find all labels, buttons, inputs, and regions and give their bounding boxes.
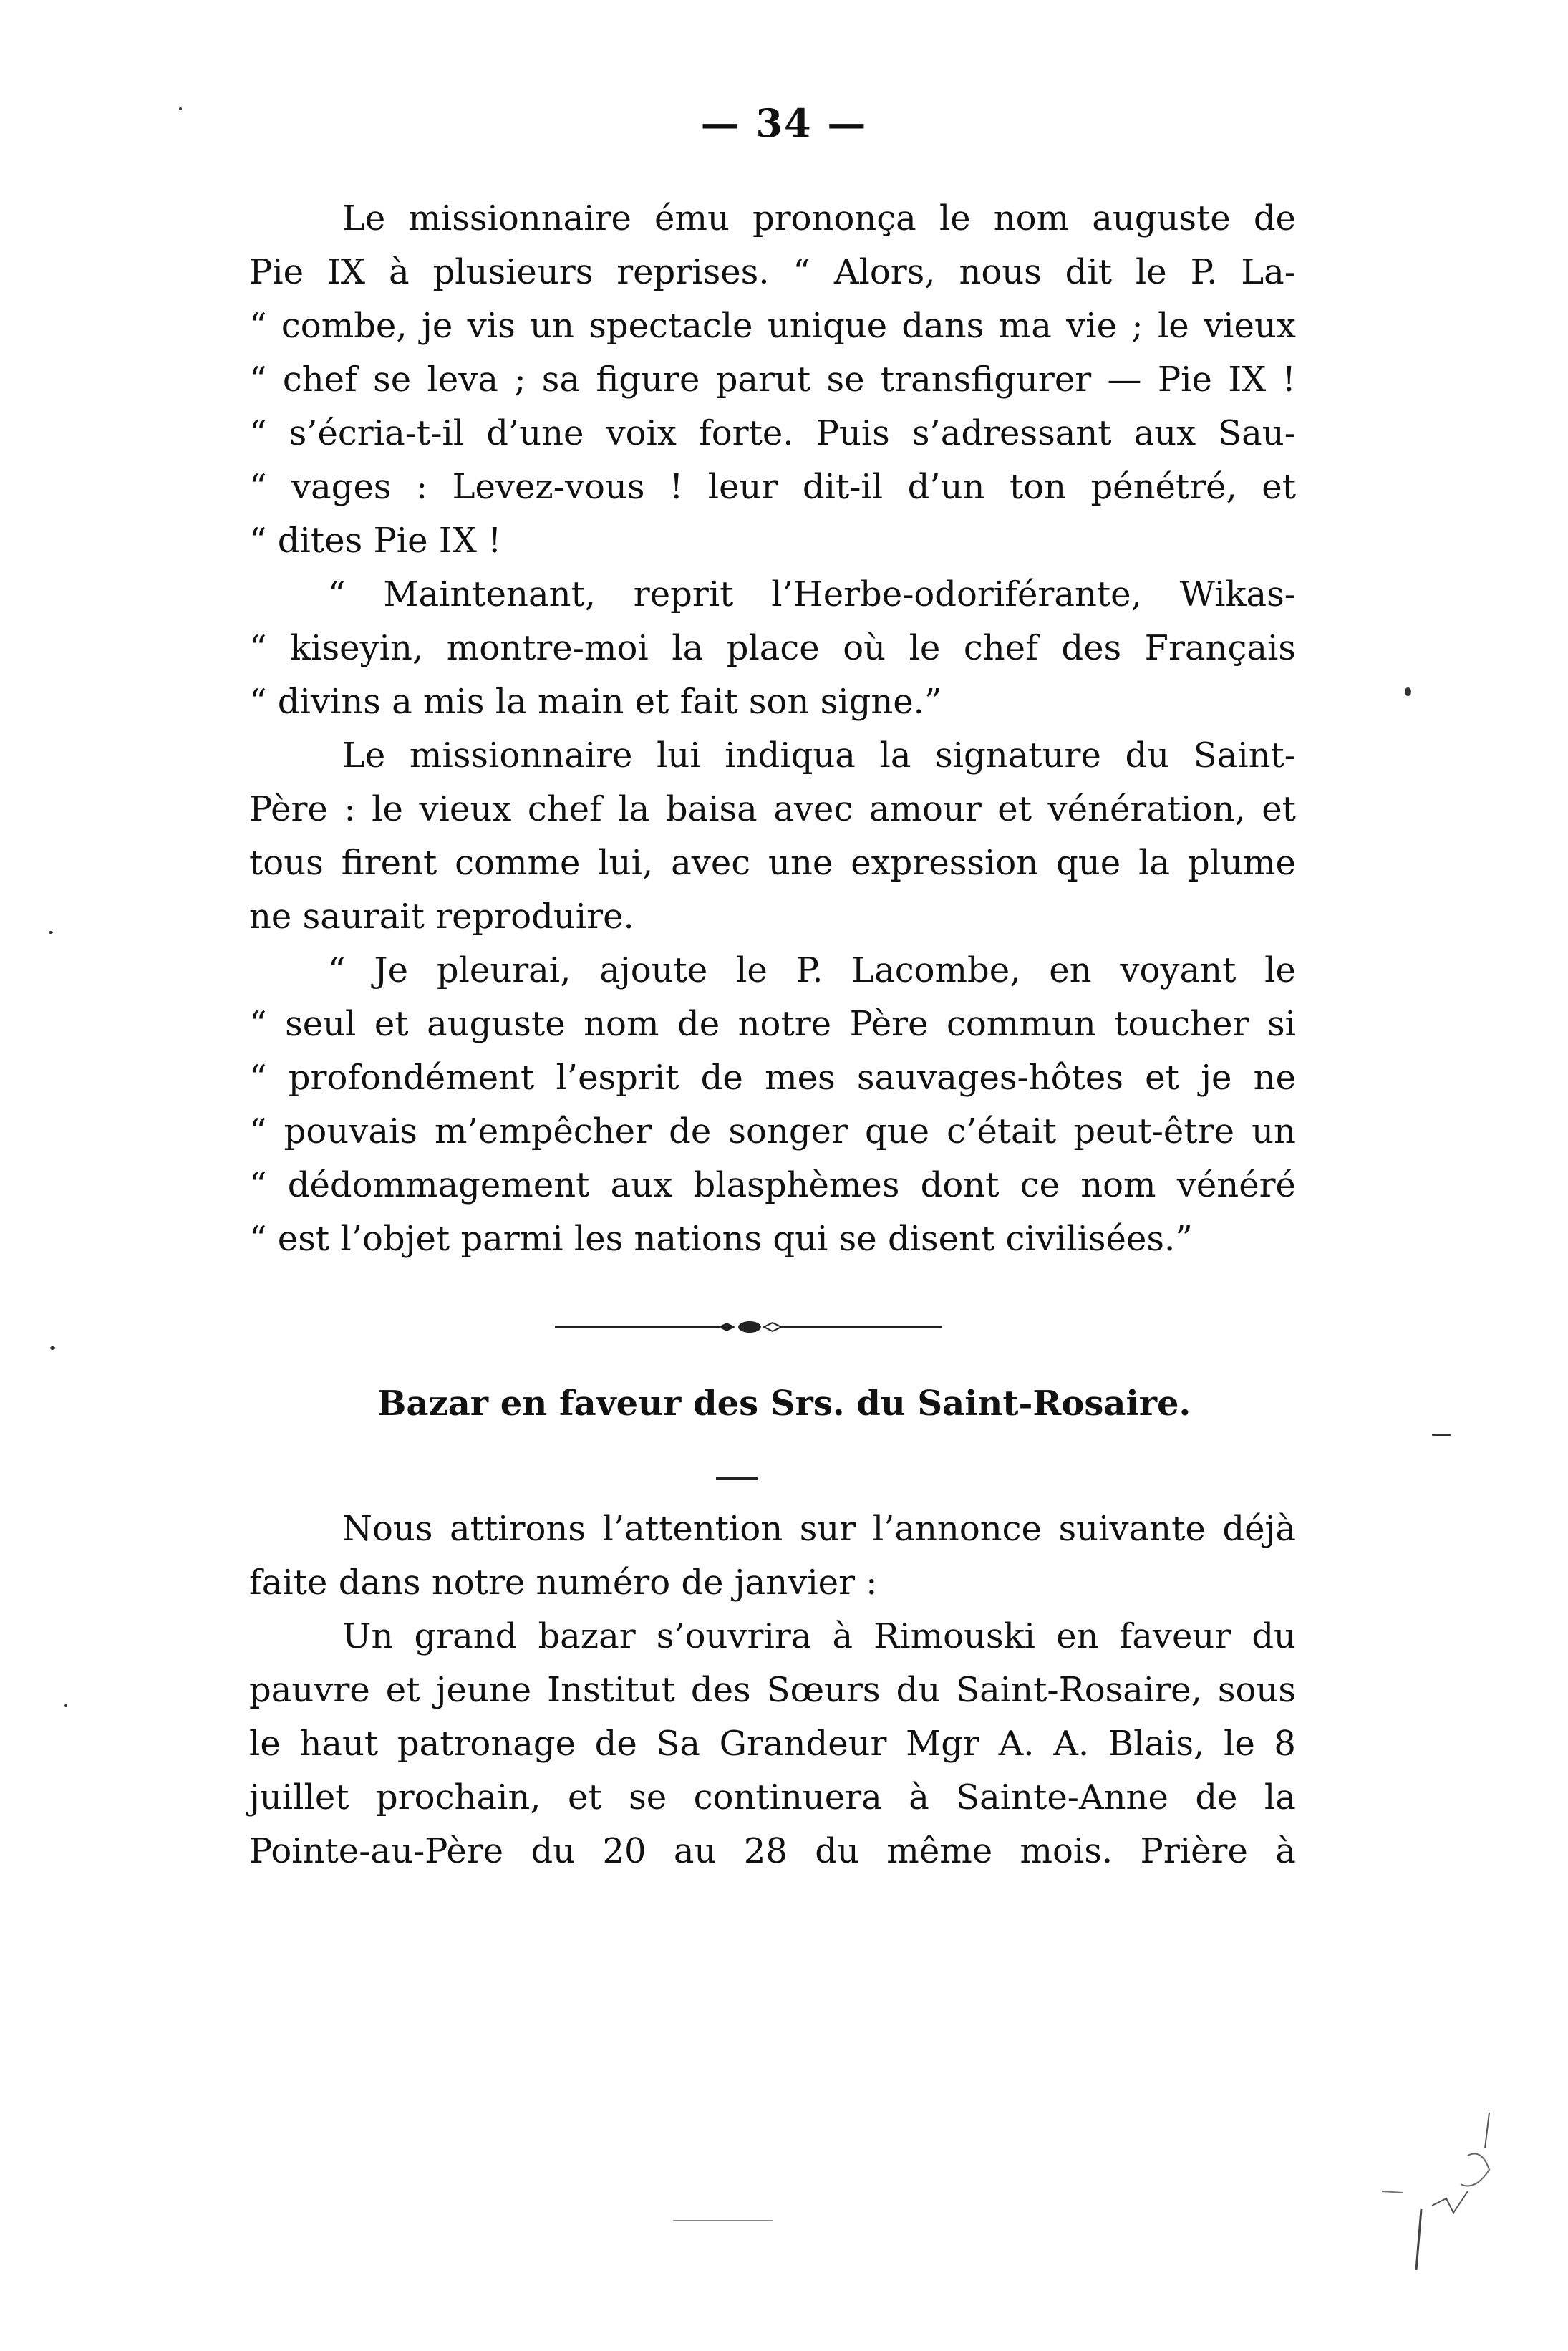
text-line: le haut patronage de Sa Grandeur Mgr A. A. Blais, le 8 <box>249 1724 1296 1764</box>
text-line: “ profondément l’esprit de mes sauvages-hôtes et je ne <box>249 1058 1296 1098</box>
scan-speck <box>50 1346 55 1350</box>
narrative-paragraphs <box>249 192 1296 1266</box>
margin-pencil-marks <box>1382 2105 1525 2277</box>
text-line: ne saurait reproduire. <box>249 897 634 937</box>
text-line: “ kiseyin, montre-moi la place où le chef des Français <box>249 628 1296 668</box>
scan-speck <box>64 1704 67 1707</box>
text-line: “ divins a mis la main et fait son signe.” <box>249 682 942 722</box>
text-line: faite dans notre numéro de janvier : <box>249 1563 878 1603</box>
scan-speck <box>179 107 182 110</box>
scan-speck <box>1432 1434 1451 1436</box>
text-line: “ s’écria-t-il d’une voix forte. Puis s’adressant aux Sau- <box>249 413 1296 453</box>
text-line: “ chef se leva ; sa figure parut se transfigurer — Pie IX ! <box>249 359 1296 400</box>
text-line: Nous attirons l’attention sur l’annonce suivante déjà <box>342 1509 1296 1549</box>
scan-speck <box>1405 687 1411 696</box>
scan-speck <box>49 931 53 934</box>
section-divider-ornament <box>555 1316 942 1338</box>
text-line: Pointe-au-Père du 20 au 28 du même mois. Prière à <box>249 1831 1296 1871</box>
text-line: “ Maintenant, reprit l’Herbe-odoriférante, Wikas- <box>328 574 1296 614</box>
section-heading: Bazar en faveur des Srs. du Saint-Rosaire. <box>377 1384 1191 1424</box>
text-line: “ vages : Levez-vous ! leur dit-il d’un ton pénétré, et <box>249 467 1296 507</box>
announcement-paragraphs <box>249 1502 1296 1878</box>
text-line: Pie IX à plusieurs reprises. “ Alors, nous dit le P. La- <box>249 252 1296 292</box>
text-line: “ combe, je vis un spectacle unique dans ma vie ; le vieux <box>249 306 1296 346</box>
scan-speck <box>673 2220 773 2221</box>
text-line: “ dédommagement aux blasphèmes dont ce nom vénéré <box>249 1165 1296 1205</box>
text-line: pauvre et jeune Institut des Sœurs du Saint-Rosaire, sous <box>249 1670 1296 1710</box>
heading-underline-rule <box>716 1477 758 1480</box>
text-line: “ est l’objet parmi les nations qui se disent civilisées.” <box>249 1219 1193 1259</box>
text-line: “ seul et auguste nom de notre Père commun toucher si <box>249 1004 1296 1044</box>
text-line: Un grand bazar s’ouvrira à Rimouski en faveur du <box>342 1616 1296 1656</box>
text-line: tous firent comme lui, avec une expression que la plume <box>249 843 1296 883</box>
text-line: Le missionnaire ému prononça le nom auguste de <box>342 198 1296 238</box>
page-number: — 34 — <box>700 100 868 146</box>
text-line: Père : le vieux chef la baisa avec amour et vénération, et <box>249 789 1296 829</box>
text-line: “ pouvais m’empêcher de songer que c’était peut-être un <box>249 1111 1296 1152</box>
text-line: “ dites Pie IX ! <box>249 521 502 561</box>
text-line: “ Je pleurai, ajoute le P. Lacombe, en voyant le <box>328 950 1296 990</box>
text-line: Le missionnaire lui indiqua la signature du Saint- <box>342 735 1296 776</box>
text-line: juillet prochain, et se continuera à Sainte-Anne de la <box>249 1777 1296 1817</box>
